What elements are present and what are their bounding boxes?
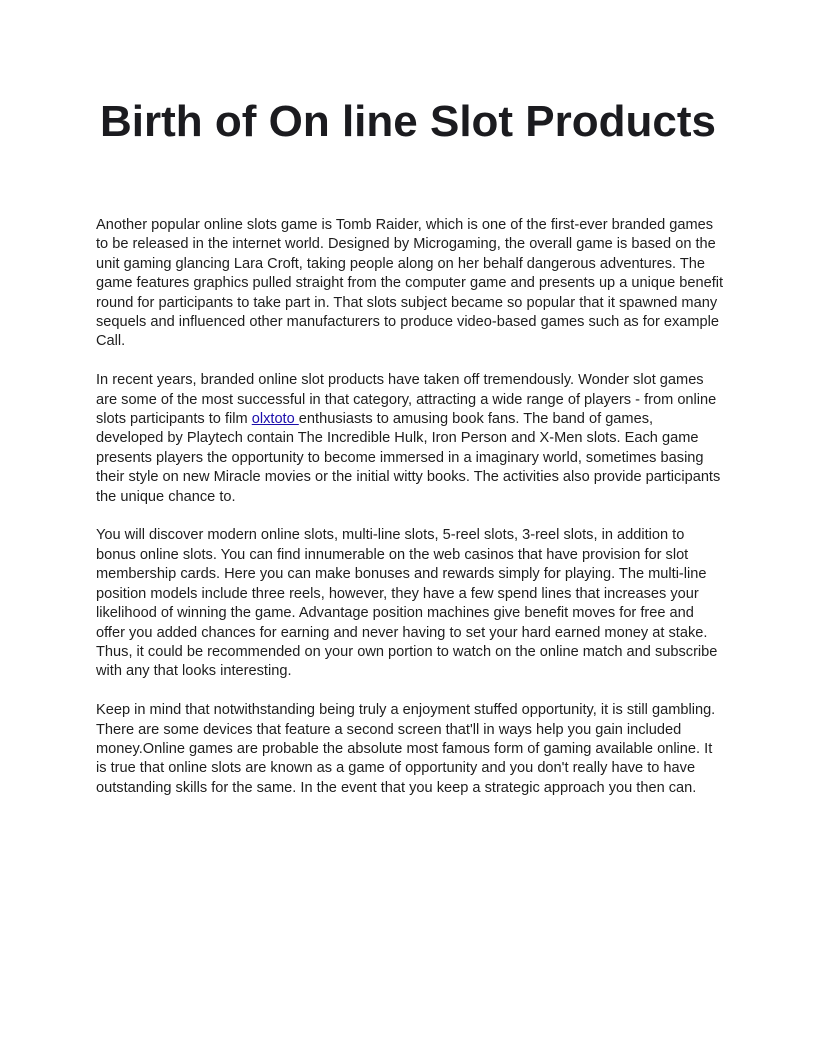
olxtoto-link[interactable]: olxtoto: [251, 411, 299, 428]
paragraph-2-after-link: enthusiasts to amusing book fans. The band of games, developed by Playtech contain The Incredible Hulk, Iron Person and X-Men slots. Each game presents players the opportunity to become immersed in a imaginary world, sometimes basing their style on new Miracle movies or the initial witty books. The activities also provide participants the unique chance to.: [96, 411, 721, 505]
paragraph-3: You will discover modern online slots, multi-line slots, 5-reel slots, 3-reel slots, in addition to bonus online slots. You can find innumerable on the web casinos that have provision for slot membership cards. Here you can make bonuses and rewards simply for playing. The multi-line position models include three reels, however, they have a few spend lines that increases your likelihood of winning the game. Advantage position machines give benefit moves for free and offer you added chances for earning and never having to set your hard earned money at stake. Thus, it could be recommended on your own portion to watch on the online match and subscribe with any that looks interesting.: [96, 527, 718, 680]
paragraph-1: Another popular online slots game is Tomb Raider, which is one of the first-ever branded games to be released in the internet world. Designed by Microgaming, the overall game is based on the unit gaming glancing Lara Croft, taking people along on her behalf dangerous adventures. The game features graphics pulled straight from the computer game and presents up a unique benefit round for participants to take part in. That slots subject became so popular that it spawned many sequels and influenced other manufacturers to produce video-based games such as for example Call.: [96, 217, 724, 350]
paragraph-2: [96, 371, 724, 507]
page-title: Birth of On line Slot Products: [100, 97, 716, 146]
paragraph-4: Keep in mind that notwithstanding being truly a enjoyment stuffed opportunity, it is still gambling. There are some devices that feature a second screen that'll in ways help you gain included money.Online games are probable the absolute most famous form of gaming available online. It is true that online slots are known as a game of opportunity and you don't really have to have outstanding skills for the same. In the event that you keep a strategic approach you then can.: [96, 702, 716, 796]
paragraph-2-before-link: In recent years, branded online slot products have taken off tremendously. Wonder slot games are some of the most successful in that category, attracting a wide range of players - from online slots participants to film: [96, 372, 717, 428]
article-body: [96, 216, 724, 818]
